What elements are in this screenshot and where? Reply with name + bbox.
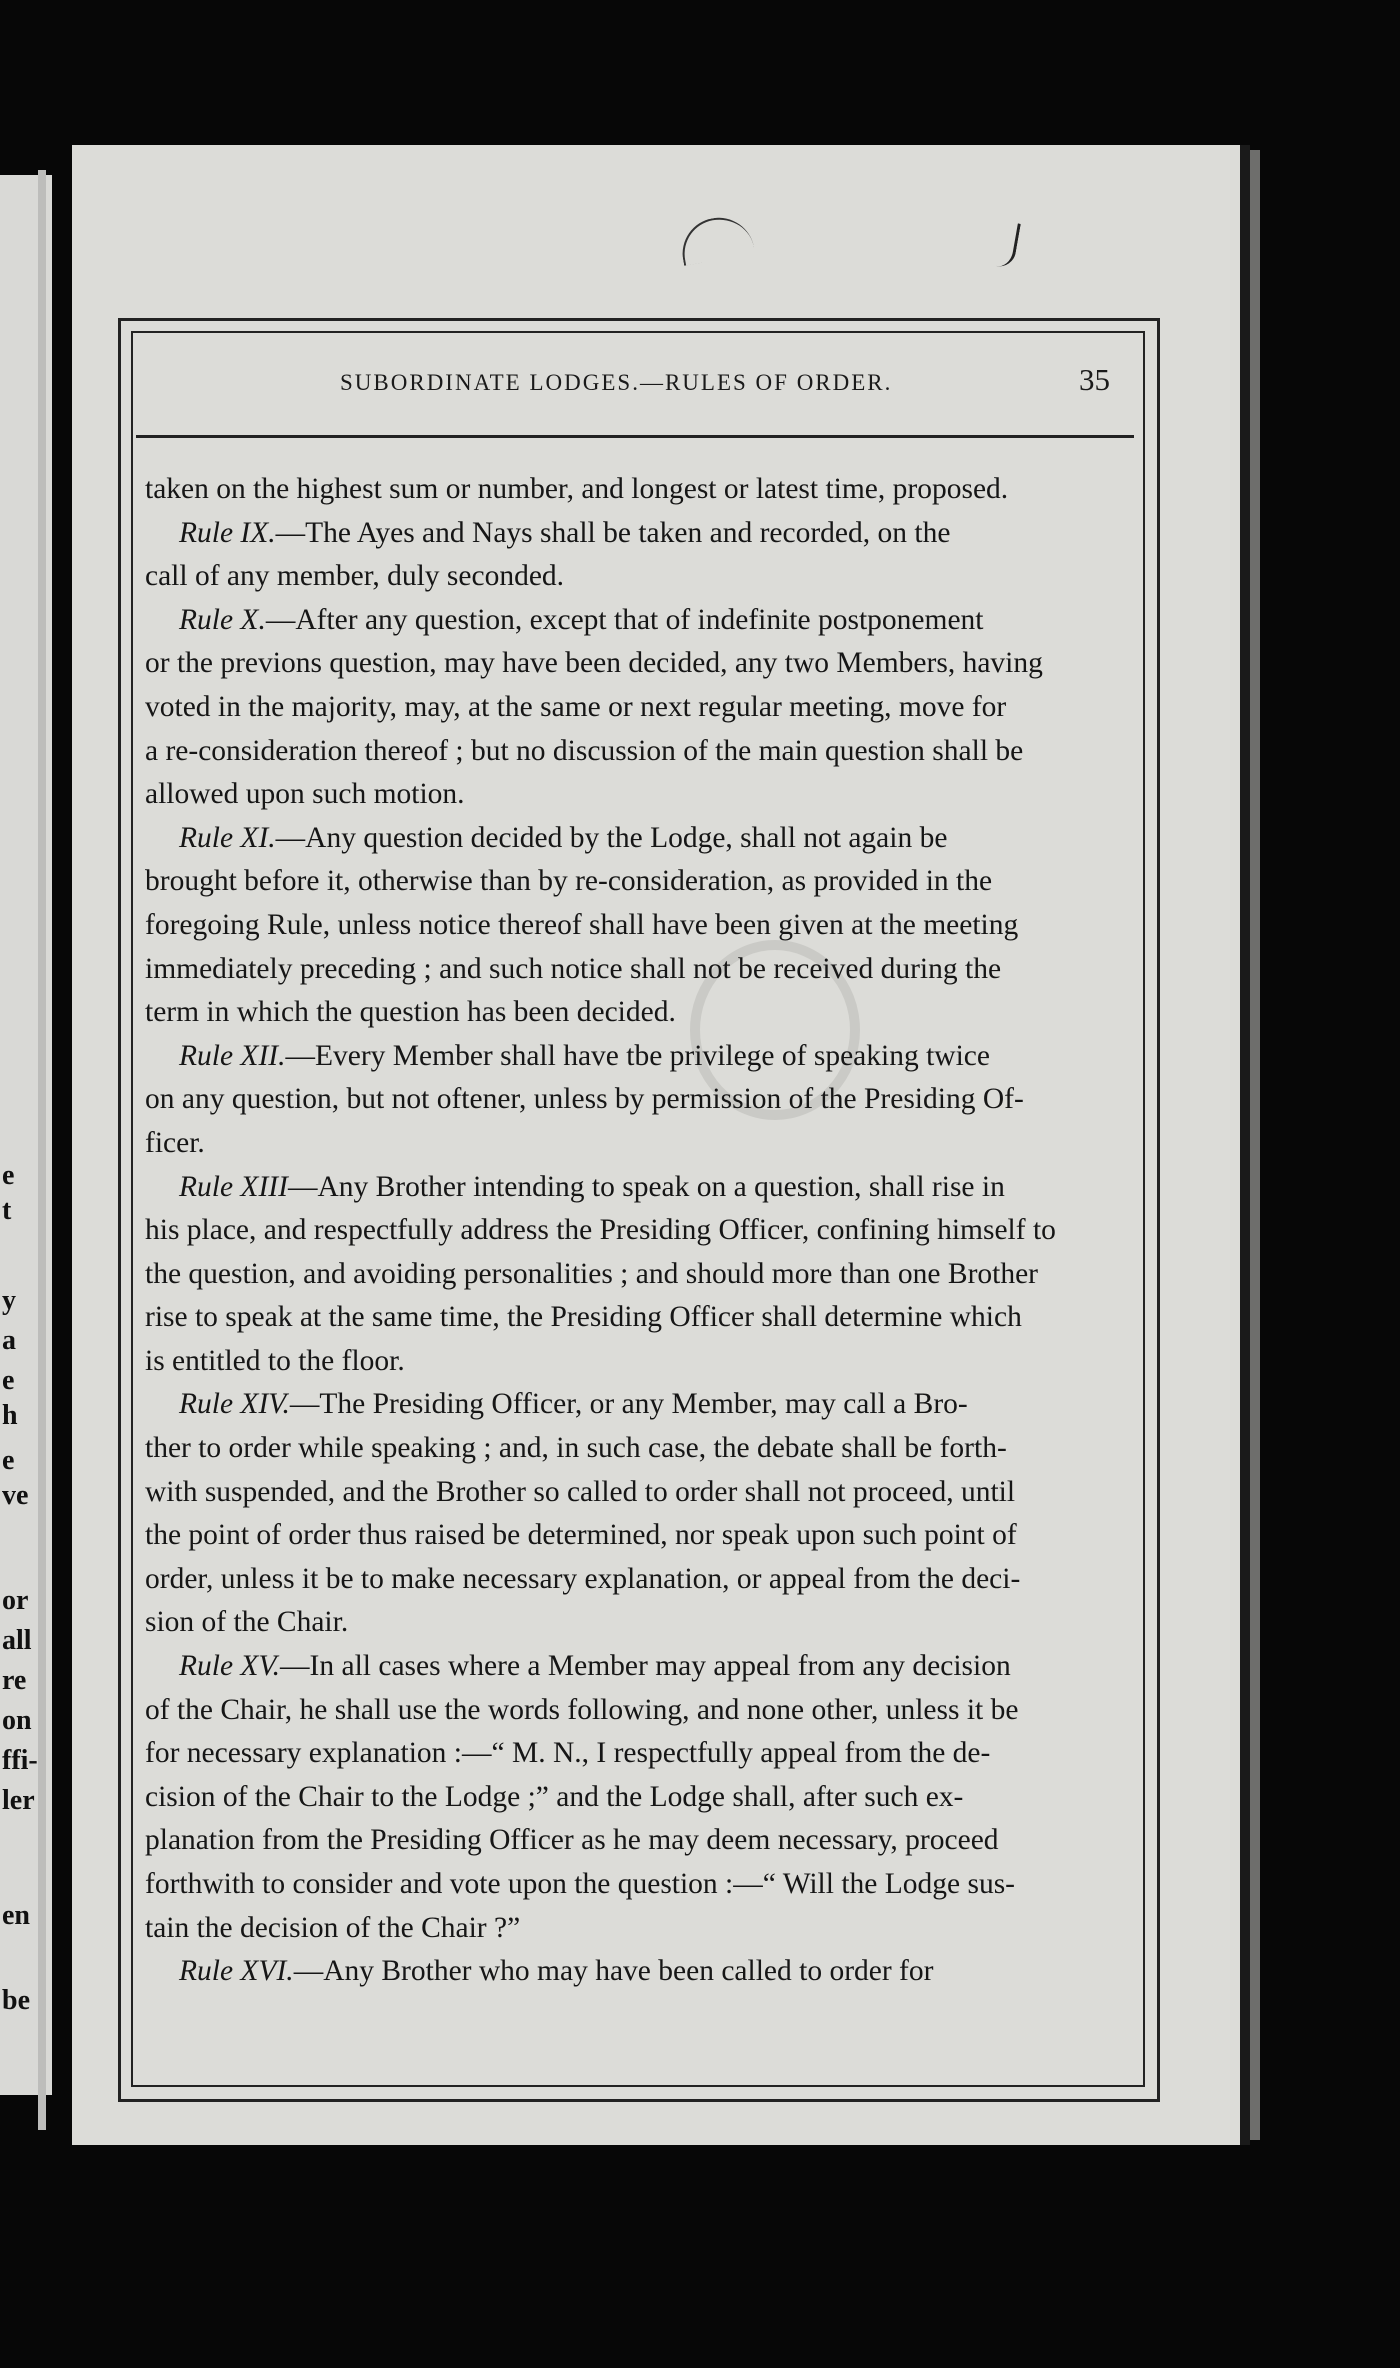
facing-page-fragment: en: [2, 1900, 30, 1931]
facing-page-fragment: be: [2, 1985, 30, 2016]
body-text: [145, 468, 1129, 1994]
text-line: voted in the majority, may, at the same or next regular meeting, move for: [145, 690, 1007, 723]
facing-page-fragment: a: [2, 1325, 16, 1356]
facing-page-fragment: t: [2, 1195, 12, 1226]
facing-page-fragment: e: [2, 1445, 15, 1476]
facing-page-fragment: ve: [2, 1480, 29, 1511]
text-line: brought before it, otherwise than by re-consideration, as provided in the: [145, 865, 993, 898]
rule-paragraph: [145, 599, 1129, 817]
rule-paragraph: [145, 1645, 1129, 1950]
text-line: [145, 1166, 1129, 1210]
header-rule: [136, 435, 1134, 438]
rule-label: Rule XII.: [179, 1039, 286, 1072]
text-line: on any question, but not oftener, unless by permission of the Presiding Of-: [145, 1083, 1024, 1116]
text-line: immediately preceding ; and such notice shall not be received during the: [145, 952, 1002, 985]
text-line: allowed upon such motion.: [145, 778, 465, 811]
rule-text: —Every Member shall have tbe privilege of speaking twice: [285, 1039, 990, 1072]
text-line: call of any member, duly seconded.: [145, 560, 565, 593]
rule-text: —Any Brother who may have been called to order for: [293, 1955, 934, 1988]
text-line: with suspended, and the Brother so called to order shall not proceed, until: [145, 1475, 1016, 1508]
text-line: [145, 817, 1129, 861]
text-line: is entitled to the floor.: [145, 1344, 405, 1377]
text-line: forthwith to consider and vote upon the question :—“ Will the Lodge sus-: [145, 1868, 1016, 1900]
rule-label: Rule IX.: [179, 516, 276, 549]
rule-paragraph: [145, 1950, 1129, 1994]
text-line: [145, 599, 1129, 643]
page-shadow: [1250, 150, 1260, 2140]
facing-page-fragment: re: [2, 1665, 27, 1696]
text-line: tain the decision of the Chair ?”: [145, 1911, 521, 1944]
rule-label: Rule X.: [179, 603, 266, 636]
rule-paragraph: [145, 1035, 1129, 1166]
text-line: term in which the question has been decided.: [145, 996, 676, 1029]
rule-label: Rule XV.: [179, 1650, 281, 1683]
text-line: [145, 1383, 1129, 1427]
text-line: for necessary explanation :—“ M. N., I respectfully appeal from the de-: [145, 1737, 991, 1770]
rule-paragraph: [145, 512, 1129, 599]
rule-text: —After any question, except that of indefinite postponement: [265, 603, 984, 636]
rule-label: Rule XI.: [179, 821, 276, 854]
text-line: his place, and respectfully address the Presiding Officer, confining himself to: [145, 1214, 1056, 1247]
text-line: ther to order while speaking ; and, in such case, the debate shall be forth-: [145, 1432, 1007, 1465]
running-head: [150, 362, 1110, 412]
text-line: order, unless it be to make necessary explanation, or appeal from the deci-: [145, 1562, 1021, 1595]
facing-page-fragment: e: [2, 1160, 15, 1191]
text-line: planation from the Presiding Officer as he may deem necessary, proceed: [145, 1824, 999, 1857]
text-line: rise to speak at the same time, the Presiding Officer shall determine which: [145, 1301, 1022, 1334]
text-line: cision of the Chair to the Lodge ;” and the Lodge shall, after such ex-: [145, 1780, 964, 1813]
rule-text: —The Ayes and Nays shall be taken and recorded, on the: [275, 516, 951, 549]
text-line: or the previons question, may have been decided, any two Members, having: [145, 647, 1043, 680]
rule-text: —Any question decided by the Lodge, shall not again be: [275, 821, 948, 854]
page-number: 35: [1079, 362, 1110, 397]
text-line: foregoing Rule, unless notice thereof shall have been given at the meeting: [145, 908, 1019, 941]
rule-text: —In all cases where a Member may appeal from any decision: [280, 1650, 1011, 1683]
facing-page-fragment: on: [2, 1705, 32, 1736]
rule-label: Rule XIII: [179, 1170, 288, 1203]
text-line: [145, 1645, 1129, 1689]
facing-page-fragment: all: [2, 1625, 32, 1656]
text-line: the question, and avoiding personalities ; and should more than one Brother: [145, 1257, 1039, 1290]
rule-label: Rule XIV.: [179, 1388, 290, 1421]
text-line: ficer.: [145, 1126, 205, 1159]
text-line: a re-consideration thereof ; but no discussion of the main question shall be: [145, 734, 1024, 767]
facing-page-fragment: or: [2, 1585, 29, 1616]
rule-text: —The Presiding Officer, or any Member, may call a Bro-: [289, 1388, 968, 1421]
text-line: the point of order thus raised be determined, nor speak upon such point of: [145, 1519, 1017, 1552]
facing-page-fragment: ffi-: [2, 1745, 38, 1776]
text-line: [145, 1950, 1129, 1994]
text-line: taken on the highest sum or number, and longest or latest time, proposed.: [145, 473, 1009, 505]
text-line: [145, 512, 1129, 556]
facing-page-fragment: e: [2, 1365, 15, 1396]
rule-paragraph: [145, 817, 1129, 1035]
rule-paragraph: [145, 1383, 1129, 1645]
facing-page-gutter: [38, 170, 46, 2130]
rule-label: Rule XVI.: [179, 1955, 294, 1988]
text-line: of the Chair, he shall use the words following, and none other, unless it be: [145, 1693, 1019, 1726]
facing-page-fragment: h: [2, 1400, 18, 1431]
running-head-title: SUBORDINATE LODGES.—RULES OF ORDER.: [340, 370, 893, 395]
facing-page-fragment: ler: [2, 1785, 35, 1816]
rule-paragraph: [145, 1166, 1129, 1384]
text-line: [145, 1035, 1129, 1079]
text-line: sion of the Chair.: [145, 1606, 349, 1639]
rule-text: —Any Brother intending to speak on a question, shall rise in: [287, 1170, 1005, 1203]
facing-page-fragment: y: [2, 1285, 16, 1316]
